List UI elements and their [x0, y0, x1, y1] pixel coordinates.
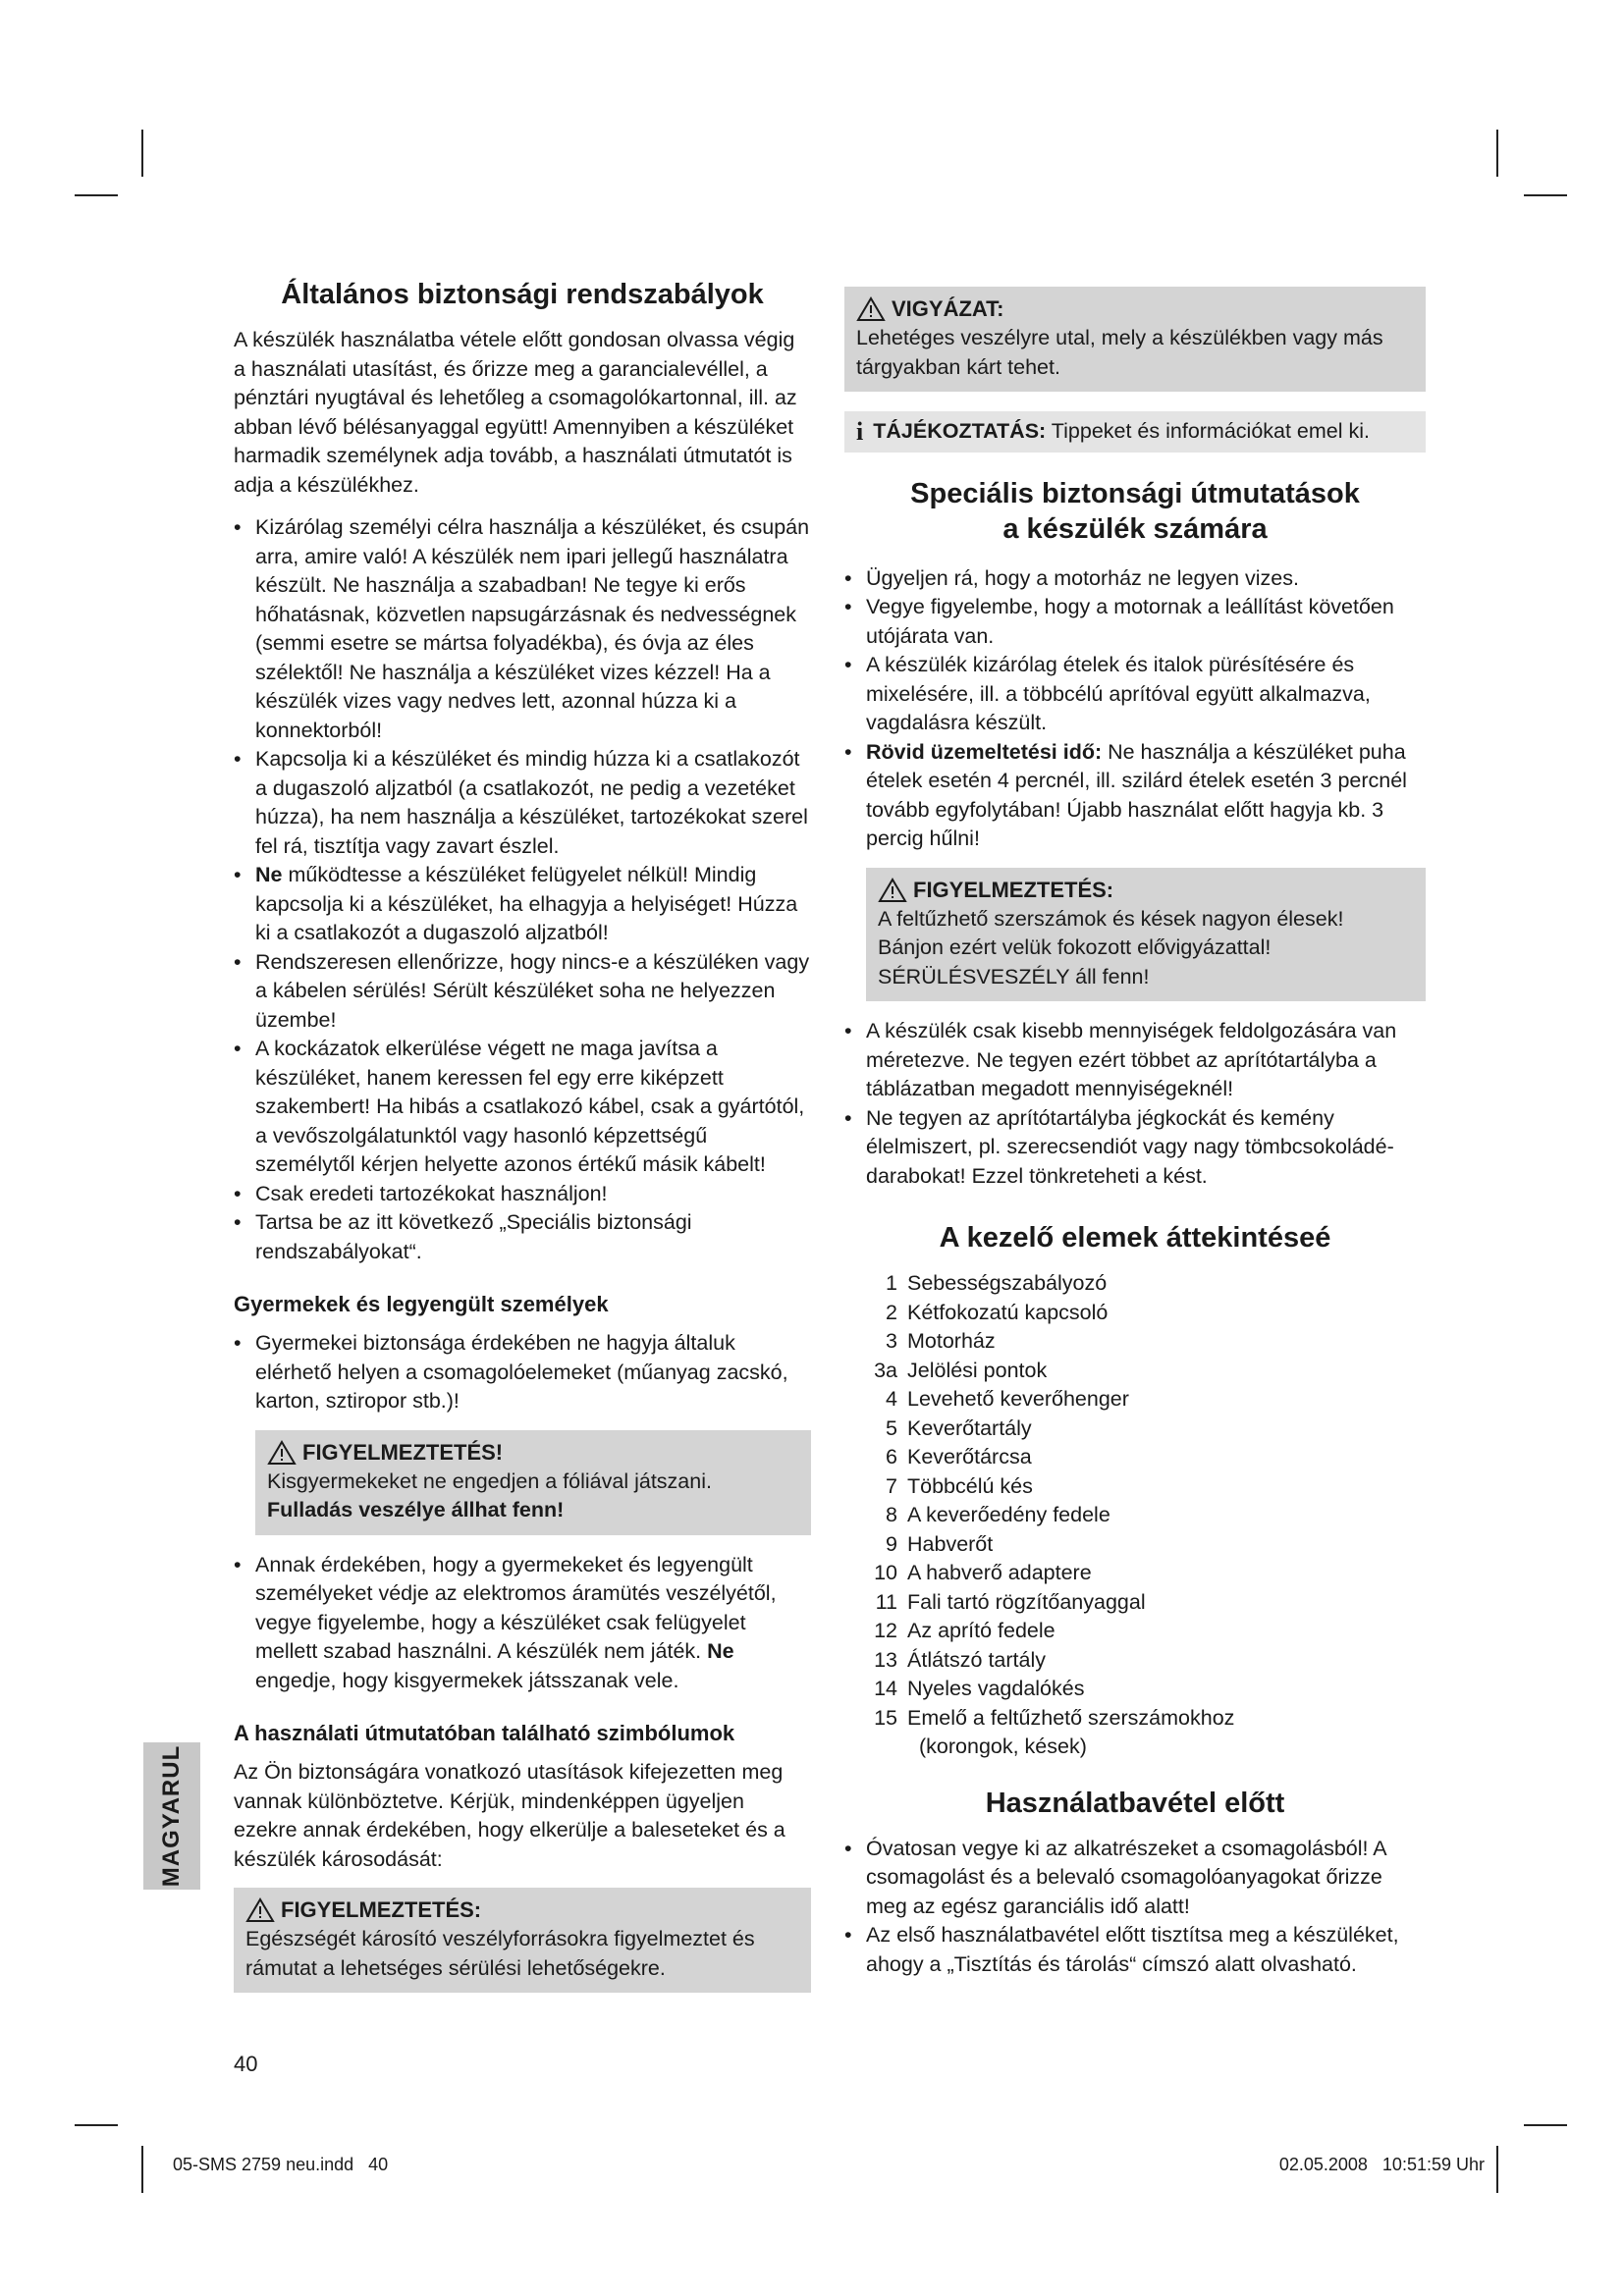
caution-box: [844, 287, 1426, 392]
warning-triangle-icon: [245, 1897, 275, 1923]
list-item: 5 Keverőtartály: [886, 1415, 1032, 1440]
special-safety-title: Speciális biztonsági útmutatások a készülék számára: [910, 477, 1360, 545]
list-item: 3 Motorház: [886, 1329, 996, 1353]
special-list: [844, 564, 1426, 854]
safety-list: [234, 513, 811, 1266]
caution-title: VIGYÁZAT:: [856, 294, 1414, 324]
symbols-heading: A használati útmutatóban található szimbólumok: [234, 1721, 735, 1745]
warning-triangle-icon: [878, 878, 907, 903]
children-heading: Gyermekek és legyengült személyek: [234, 1292, 609, 1316]
list-item: • Gyermekei biztonsága érdekében ne hagyja általuk elérhető helyen a csomagolóelemeket (műanyag zacskó, karton, sztiropor stb.)!: [234, 1329, 811, 1416]
list-item: • Kapcsolja ki a készüléket és mindig húzza ki a csatlakozót a dugaszoló aljzatból (a csatlakozót, ne pedig a vezetéket húzza), ha nem használja a készüléket, tartozékokat szerel fel rá, tisztítja vagy zavart észlel.: [234, 745, 811, 861]
footer-timestamp: 02.05.2008 10:51:59 Uhr: [1278, 2155, 1485, 2174]
warning-title: FIGYELMEZTETÉS:: [878, 876, 1414, 905]
left-column: [234, 277, 811, 2008]
crop-mark: [1496, 130, 1498, 177]
list-item: • Ügyeljen rá, hogy a motorház ne legyen vizes.: [844, 564, 1426, 594]
crop-mark: [75, 2124, 118, 2126]
children-list: [234, 1329, 811, 1416]
list-item: 15 Emelő a feltűzhető szerszámokhoz: [874, 1705, 1235, 1730]
list-item: 14 Nyeles vagdalókés: [874, 1677, 1085, 1700]
warning-triangle-icon: [856, 296, 886, 322]
list-item: • Óvatosan vegye ki az alkatrészeket a csomagolásból! A csomagolást és a belevaló csomagolóanyagokat őrizze meg az egész garanciális idő alatt!: [844, 1835, 1426, 1922]
info-icon: i: [856, 416, 864, 446]
list-item: • Kizárólag személyi célra használja a készüléket, és csupán arra, amire való! A készülék nem ipari jellegű használatra készült. Ne használja a szabadban! Ne tegye ki erős hőhatásnak, közvetlen napsugárzásnak és nedvességnek (semmi esetre se mártsa folyadékba), és óvja az éles szélektől! Ne használja a készüléket vizes kézzel! Ha a készülék vizes vagy nedves lett, azonnal húzza ki a konnektorból!: [234, 513, 811, 745]
list-item: 4 Levehető keverőhenger: [886, 1387, 1129, 1411]
list-item: 1 Sebességszabályozó: [886, 1271, 1108, 1295]
list-item: • Csak eredeti tartozékokat használjon!: [234, 1180, 811, 1209]
special-list-2: [844, 1017, 1426, 1191]
crop-mark: [141, 130, 143, 177]
list-item: 13 Átlátszó tartály: [874, 1647, 1046, 1672]
page-number: 40: [234, 2052, 258, 2076]
list-item: • Ne működtesse a készüléket felügyelet nélkül! Mindig kapcsolja ki a készüléket, ha elhagyja a helyiséget! Húzza ki a csatlakozót a dugaszoló aljzatból!: [234, 861, 811, 948]
warning-text: Egészségét károsító veszélyforrásokra figyelmeztet és rámutat a lehetséges sérülési lehetőségekre.: [245, 1927, 755, 1980]
crop-mark: [141, 2146, 143, 2193]
list-item: 10 A habverő adaptere: [874, 1561, 1092, 1584]
crop-mark: [75, 194, 118, 196]
crop-mark: [1524, 2124, 1567, 2126]
info-box: [844, 411, 1426, 453]
children-list-2: [234, 1551, 811, 1696]
list-item: 2 Kétfokozatú kapcsoló: [886, 1300, 1109, 1324]
language-tab: MAGYARUL: [143, 1742, 200, 1890]
intro-paragraph: A készülék használatba vétele előtt gondosan olvassa végig a használati utasítást, és őrizze meg a garancialevéllel, a pénztári nyugtával és lehetőleg a csomagolókartonnal, ill. az abban lévő bélésanyaggal együtt! Amennyiben a készüléket harmadik személynek adja tovább, a használati útmutatót is adja a készülékhez.: [234, 328, 797, 497]
caution-text: Lehetéges veszélyre utal, mely a készülékben vagy más tárgyakban kárt tehet.: [856, 326, 1383, 379]
warning-title: FIGYELMEZTETÉS:: [245, 1896, 799, 1925]
crop-mark: [1524, 194, 1567, 196]
before-use-title: Használatbavétel előtt: [985, 1787, 1285, 1819]
list-item: • Az első használatbavétel előtt tisztítsa meg a készüléket, ahogy a „Tisztítás és tárolás“ címszó alatt olvasható.: [844, 1921, 1426, 1979]
crop-mark: [1496, 2146, 1498, 2193]
list-item: 3a Jelölési pontok: [874, 1358, 1048, 1382]
symbols-paragraph: Az Ön biztonságára vonatkozó utasítások kifejezetten meg vannak különböztetve. Kérjük, mindenképpen ügyeljen ezekre annak érdekében, hogy elkerülje a baleseteket és a készülék károsodását:: [234, 1760, 785, 1871]
list-item: • Rövid üzemeltetési idő: Ne használja a készüléket puha ételek esetén 4 percnél, ill. szilárd ételek esetén 3 percnél tovább egyfolytában! Újabb használat előtt hagyja kb. 3 percig hűlni!: [844, 738, 1426, 854]
list-item: 6 Keverőtárcsa: [886, 1445, 1032, 1468]
list-item: 8 A keverőedény fedele: [886, 1503, 1110, 1526]
warning-text: Kisgyermekeket ne engedjen a fóliával játszani. Fulladás veszélye állhat fenn!: [267, 1468, 712, 1522]
general-safety-title: Általános biztonsági rendszabályok: [281, 279, 764, 310]
right-column: [844, 277, 1426, 1989]
list-item: (korongok, kések): [919, 1735, 1087, 1758]
warning-text: A feltűzhető szerszámok és kések nagyon élesek! Bánjon ezért velük fokozott elővigyázattal! SÉRÜLÉSVESZÉLY áll fenn!: [878, 906, 1344, 988]
list-item: • Annak érdekében, hogy a gyermekeket és legyengült személyeket védje az elektromos áramütés veszélyétől, vegye figyelembe, hogy a készüléket csak felügyelet mellett szabad használni. A készülék nem játék. Ne engedje, hogy kisgyermekek játsszanak vele.: [234, 1551, 811, 1696]
list-item: • Vegye figyelembe, hogy a motornak a leállítást követően utójárata van.: [844, 593, 1426, 651]
info-text: TÁJÉKOZTATÁS: Tippeket és információkat emel ki.: [873, 419, 1371, 443]
parts-list: [854, 1269, 1426, 1762]
list-item: 7 Többcélú kés: [886, 1473, 1033, 1498]
warning-box: [866, 868, 1426, 1002]
list-item: • A készülék kizárólag ételek és italok pürésítésére és mixelésére, ill. a többcélú aprítóval együtt alkalmazva, vagdalásra készült.: [844, 651, 1426, 738]
list-item: • Rendszeresen ellenőrizze, hogy nincs-e a készüléken vagy a kábelen sérülés! Sérült készüléket soha ne helyezzen üzembe!: [234, 948, 811, 1036]
list-item: 12 Az aprító fedele: [874, 1619, 1056, 1642]
footer-file: 05-SMS 2759 neu.indd 40: [173, 2155, 389, 2174]
warning-box: [234, 1888, 811, 1993]
list-item: • A készülék csak kisebb mennyiségek feldolgozására van méretezve. Ne tegyen ezért többet az aprítótartályba a táblázatban megadott mennyiségeknél!: [844, 1017, 1426, 1104]
warning-triangle-icon: [267, 1440, 297, 1466]
list-item: • Tartsa be az itt következő „Speciális biztonsági rendszabályokat“.: [234, 1208, 811, 1266]
list-item: • Ne tegyen az aprítótartályba jégkockát és kemény élelmiszert, pl. szerecsendiót vagy nagy tömbcsokoládé-darabokat! Ezzel tönkreteheti a kést.: [844, 1104, 1426, 1192]
warning-box: [255, 1430, 811, 1535]
controls-title: A kezelő elemek áttekintéseé: [939, 1222, 1331, 1254]
before-use-list: [844, 1835, 1426, 1980]
warning-title: FIGYELMEZTETÉS!: [267, 1438, 799, 1468]
list-item: 11 Fali tartó rögzítőanyaggal: [875, 1589, 1146, 1614]
list-item: 9 Habverőt: [886, 1531, 994, 1556]
list-item: • A kockázatok elkerülése végett ne maga javítsa a készüléket, hanem keressen fel egy erre kiképzett szakembert! Ha hibás a csatlakozó kábel, csak a gyártótól, a vevőszolgálatunktól vagy hasonló képzettségű személytől kérjen helyette azonos értékű másik kábelt!: [234, 1035, 811, 1180]
